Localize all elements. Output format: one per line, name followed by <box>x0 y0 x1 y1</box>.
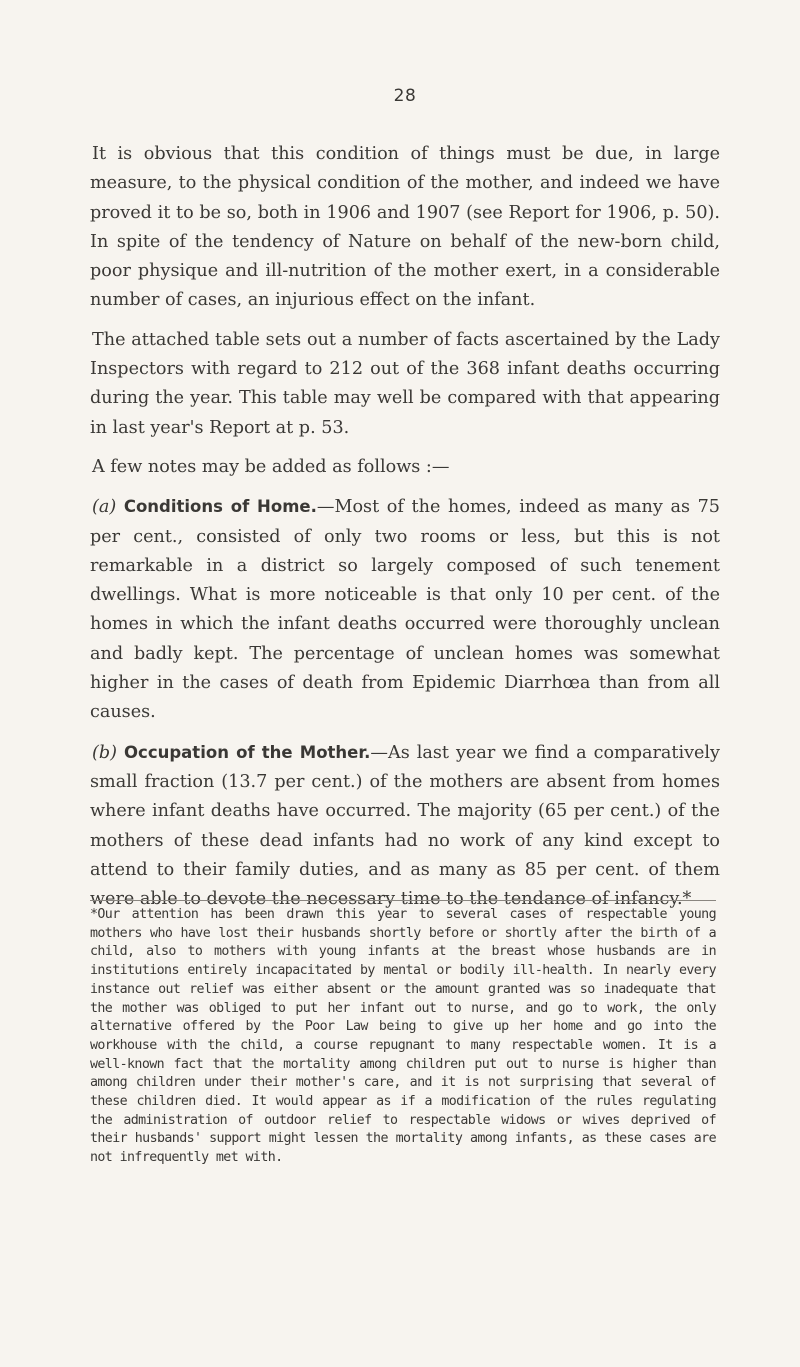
section-b-marker: (b) <box>92 742 117 763</box>
paragraph-table-note: The attached table sets out a number of facts ascertained by the Lady Inspectors with regard to 212 out of the 368 infant deaths occurring during the year. This table may well be compared with that appearing in last year's Report at p. 53. <box>90 329 720 438</box>
paragraph-intro: It is obvious that this condition of things must be due, in large measure, to the physical condition of the mother, and indeed we have proved it to be so, both in 1906 and 1907 (see Report for 1906, p. 50). In spite of the tendency of Nature on behalf of the new-born child, poor physique and ill-nutrition of the mother exert, in a considerable number of cases, an injurious effect on the infant. <box>90 144 720 311</box>
section-a-heading: Conditions of Home. <box>123 497 317 517</box>
section-b-text: —As last year we find a comparatively small fraction (13.7 per cent.) of the mothers are absent from homes where infant deaths have occurred. The majority (65 per cent.) of the mothers of these dead infants had no work of any kind except to attend to their family duties, and as many as 85 per cent. of them were able to devote the necessary time to the tendance of infancy.* <box>90 742 720 910</box>
page-number: 28 <box>393 86 417 106</box>
section-a-text: —Most of the homes, indeed as many as 75 per cent., consisted of only two rooms or less, but this is not remarkable in a district so largely composed of such tenement dwellings. What is more noticeable is that only 10 per cent. of the homes in which the infant deaths occurred were thoroughly unclean and badly kept. The percentage of unclean homes was somewhat higher in the cases of death from Epidemic Diarrhœa than from all causes. <box>90 497 720 723</box>
section-conditions-of-home <box>90 492 720 727</box>
section-a-marker: (a) <box>92 497 117 518</box>
section-occupation-of-mother <box>90 738 720 915</box>
body-text <box>90 140 720 924</box>
footnote: *Our attention has been drawn this year to several cases of respectable young mothers who have lost their husbands shortly before or shortly after the birth of a child, also to mothers with young infants at the breast whose husbands are in institutions entirely incapacitated by mental or bodily ill-health. In nearly every instance out relief was either absent or the amount granted was so inadequate that the mother was obliged to put her infant out to nurse, and go to work, the only alternative offered by the Poor Law being to give up her home and go into the workhouse with the child, a course repugnant to many respectable women. It is a well-known fact that the mortality among children put out to nurse is higher than among children under their mother's care, and it is not surprising that several of these children died. It would appear as if a modification of the rules regulating the administration of outdoor relief to respectable widows or wives deprived of their husbands' support might lessen the mortality among infants, as these cases are not infrequently met with. <box>90 907 716 1166</box>
section-b-heading: Occupation of the Mother. <box>124 742 371 762</box>
paragraph-notes-lead: A few notes may be added as follows :— <box>92 456 450 477</box>
footnote-divider <box>90 900 716 901</box>
